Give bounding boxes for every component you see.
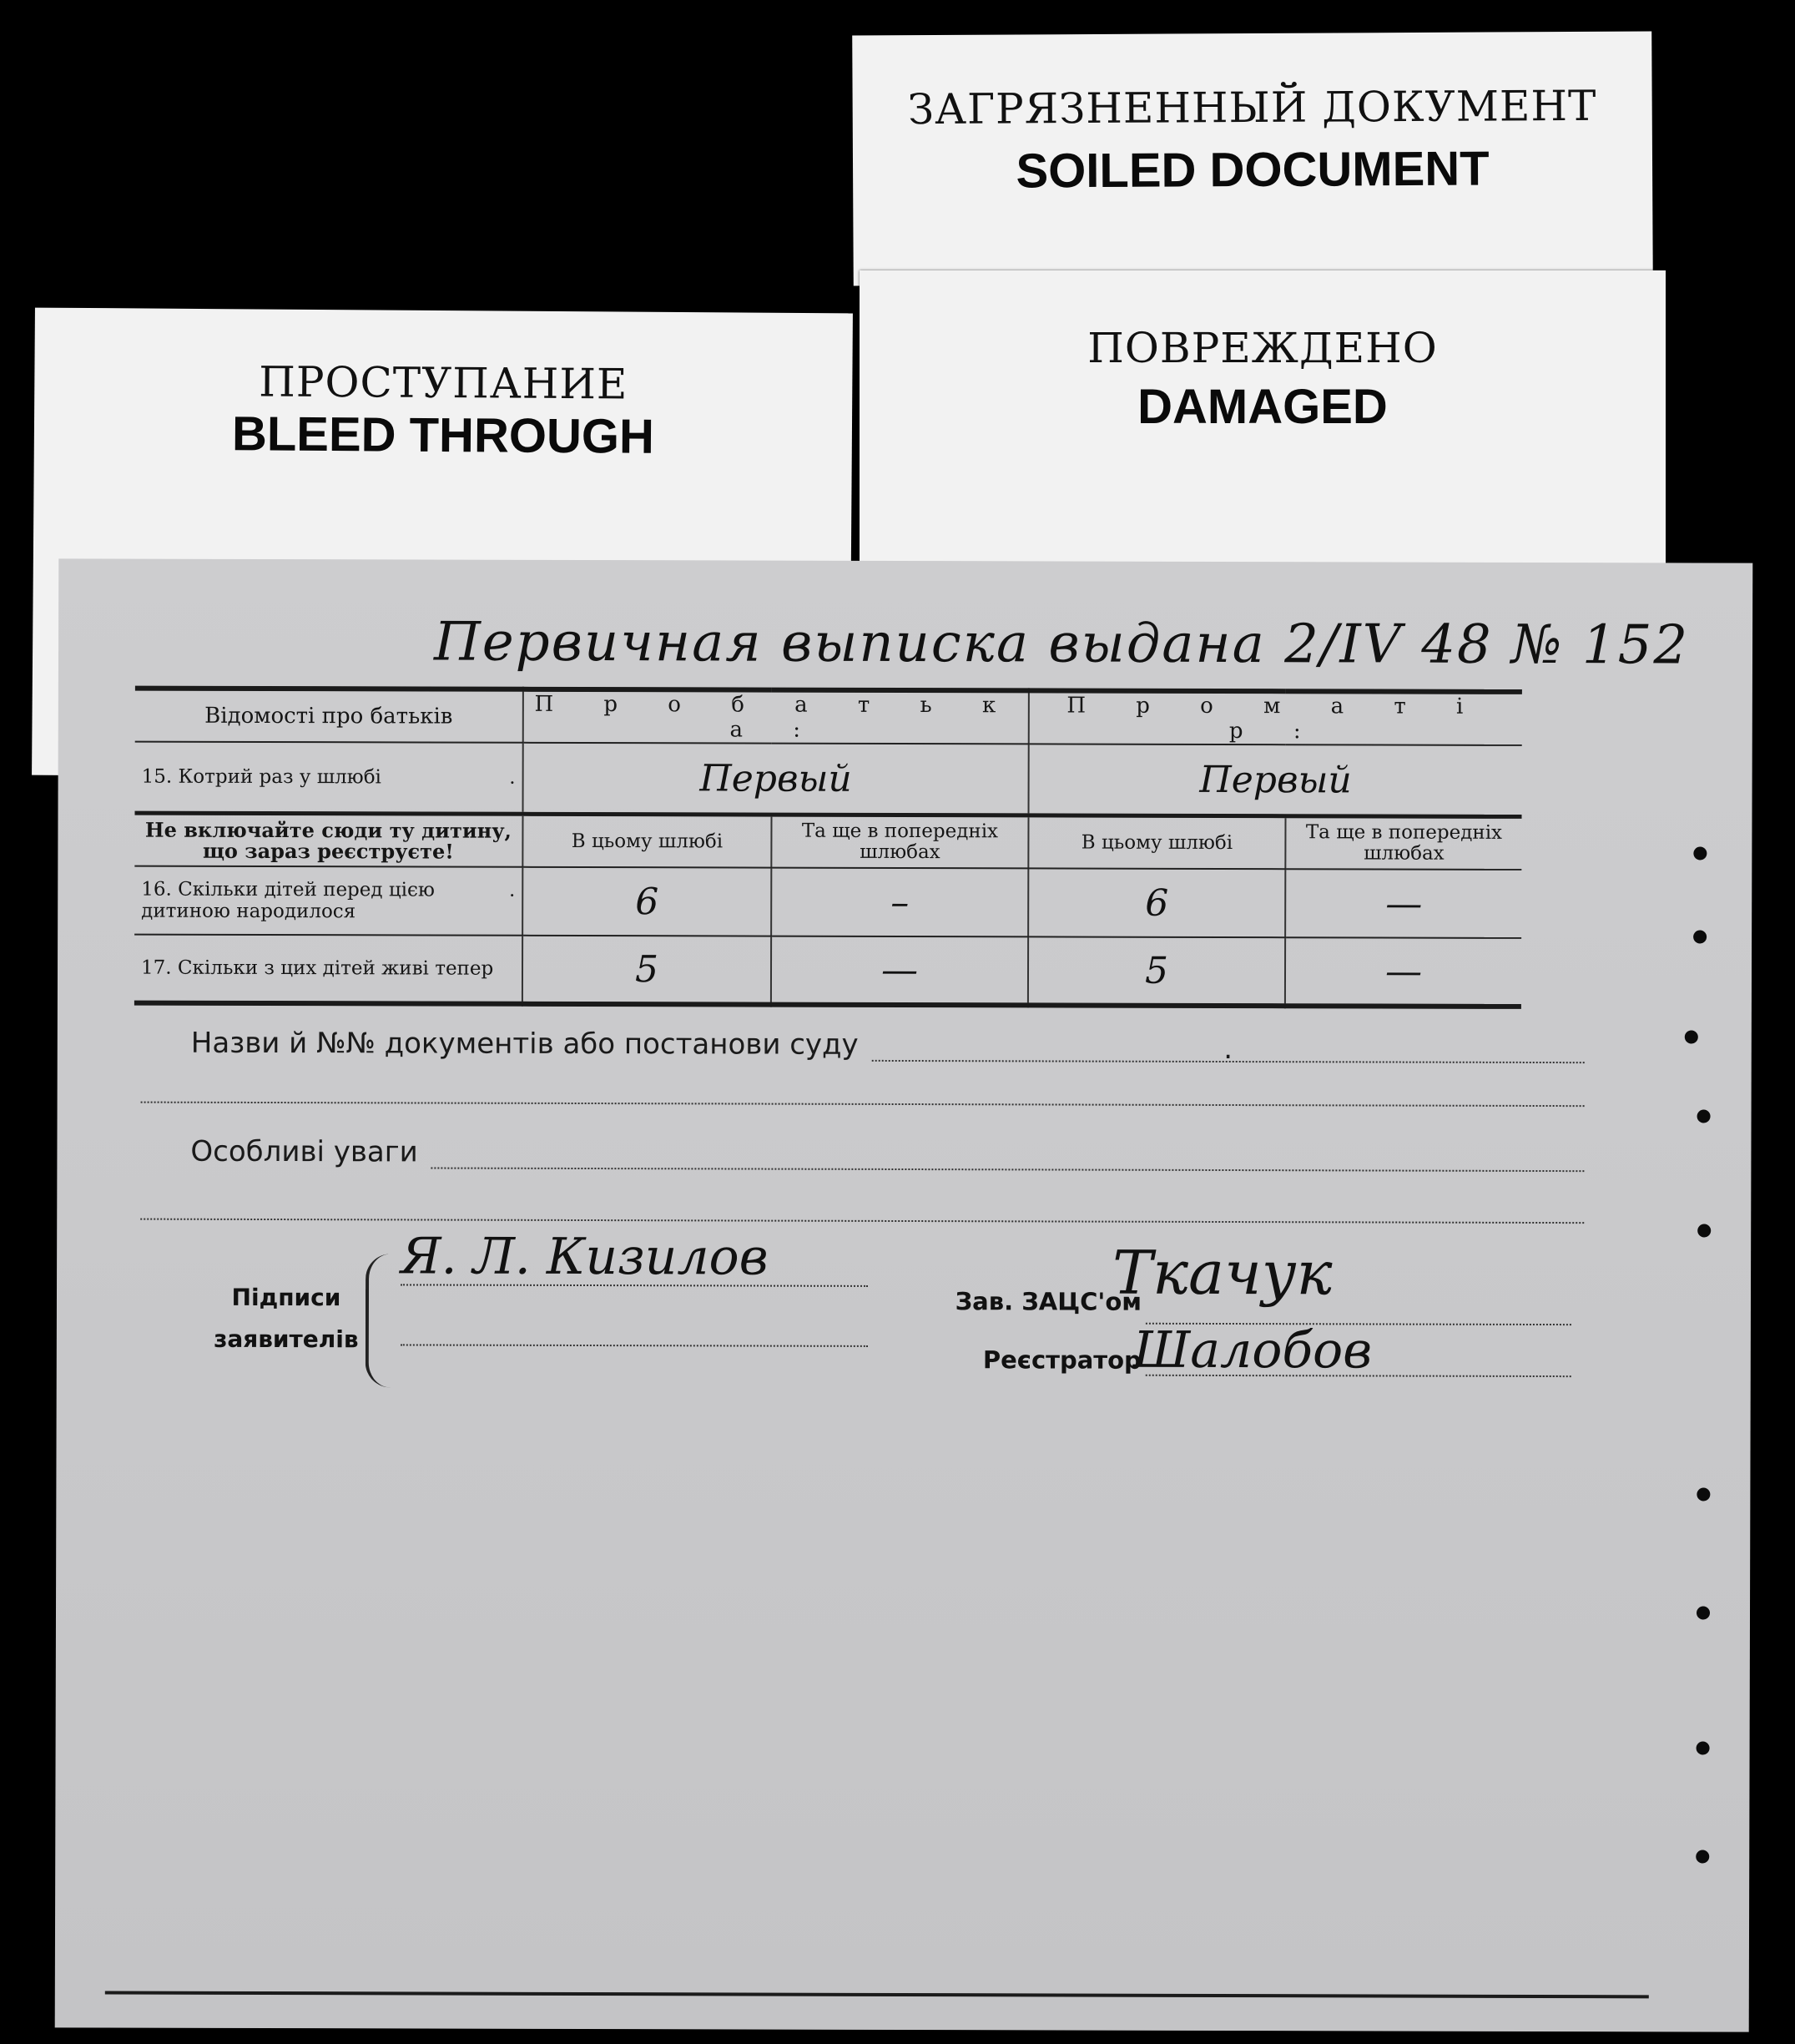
row17-mother-this-cell bbox=[1028, 936, 1285, 1006]
row15-label-cell bbox=[135, 742, 523, 815]
documents-continuation-line bbox=[141, 1102, 1585, 1108]
head-of-registry-signature: Ткачук bbox=[1112, 1237, 1333, 1309]
row16-mother-this: 6 bbox=[1145, 881, 1169, 925]
row16-father-prev: – bbox=[890, 881, 910, 924]
header-father: П р о б а т ь к а : bbox=[523, 689, 1029, 744]
row15-label: 15. Котрий раз у шлюбі bbox=[141, 765, 381, 789]
punch-hole bbox=[1697, 1487, 1710, 1501]
registrar-signature: Шалобов bbox=[1132, 1320, 1373, 1380]
father-this-marriage-header: В цьому шлюбі bbox=[522, 814, 771, 867]
row16-label-cell bbox=[134, 866, 522, 936]
soiled-notice-ru: ЗАГРЯЗНЕННЫЙ ДОКУМЕНТ bbox=[907, 81, 1597, 134]
applicant-signature-line-2 bbox=[401, 1344, 868, 1346]
punch-hole bbox=[1697, 1606, 1710, 1619]
damaged-notice bbox=[860, 270, 1666, 571]
row16-father-prev-cell bbox=[771, 868, 1028, 937]
punch-hole bbox=[1693, 930, 1707, 943]
row16-dots: . bbox=[508, 879, 516, 901]
registrar-label: Реєстратор bbox=[982, 1345, 1142, 1375]
punch-hole bbox=[1685, 1030, 1698, 1043]
punch-hole bbox=[1697, 1109, 1711, 1123]
handwritten-issue-note: Первичная выписка выдана 2/IV 48 № 152 bbox=[433, 611, 1690, 677]
damaged-notice-ru: ПОВРЕЖДЕНО bbox=[1087, 324, 1438, 372]
signature-brace bbox=[366, 1254, 394, 1387]
applicant-signature: Я. Л. Кизилов bbox=[401, 1227, 769, 1287]
documents-label: Назви й №№ документів або постанови суду bbox=[190, 1026, 859, 1062]
documents-line bbox=[190, 1026, 1585, 1067]
row17-mother-prev-cell bbox=[1285, 937, 1521, 1007]
damaged-notice-en: DAMAGED bbox=[1137, 380, 1388, 434]
applicant-signature-line-1 bbox=[401, 1284, 868, 1286]
header-parents-info: Відомості про батьків bbox=[135, 689, 523, 743]
row17-father-prev: — bbox=[880, 948, 919, 992]
registration-form-page bbox=[55, 558, 1753, 2031]
applicant-signatures-label: Підписи заявителів bbox=[214, 1283, 359, 1354]
row15-father-cell bbox=[523, 743, 1029, 815]
table-row-children-alive bbox=[134, 935, 1521, 1007]
documents-fill bbox=[872, 1032, 1585, 1067]
row17-mother-prev: — bbox=[1384, 950, 1423, 993]
header-mother: П р о м а т і р : bbox=[1029, 690, 1522, 745]
remarks-fill bbox=[431, 1144, 1585, 1173]
table-header-row bbox=[135, 689, 1522, 745]
soiled-notice-en: SOILED DOCUMENT bbox=[1016, 141, 1490, 199]
bleed-notice-en: BLEED THROUGH bbox=[231, 406, 655, 464]
exclude-child-note: Не включайте сюди ту дитину, що зараз реєструєте! bbox=[134, 813, 522, 867]
row16-father-this: 6 bbox=[635, 880, 659, 923]
row16-mother-prev: — bbox=[1385, 882, 1423, 926]
row16-label: 16. Скільки дітей перед цією дитиною народилося bbox=[141, 878, 435, 923]
remarks-label: Особливі уваги bbox=[190, 1134, 418, 1169]
row16-mother-prev-cell bbox=[1285, 869, 1521, 938]
row15-father-answer: Первый bbox=[699, 756, 852, 800]
punch-hole bbox=[1693, 846, 1707, 860]
bottom-rule bbox=[105, 1991, 1649, 1998]
remarks-line bbox=[190, 1135, 1584, 1172]
row17-label: 17. Скільки з цих дітей живі тепер bbox=[134, 935, 522, 1004]
remarks-continuation-line bbox=[140, 1219, 1584, 1224]
parents-info-table bbox=[134, 686, 1522, 1009]
row17-father-this-cell bbox=[522, 936, 771, 1005]
documents-dot: . bbox=[1223, 1032, 1233, 1067]
table-subheader-row bbox=[134, 813, 1521, 870]
father-prev-marriages-header: Та ще в попередніх шлюбах bbox=[771, 815, 1028, 868]
table-row-children-born bbox=[134, 866, 1521, 938]
row16-father-this-cell bbox=[522, 867, 771, 936]
punch-hole bbox=[1697, 1741, 1710, 1754]
mother-prev-marriages-header: Та ще в попередніх шлюбах bbox=[1285, 816, 1521, 870]
row15-dots: . bbox=[509, 766, 516, 789]
row17-mother-this: 5 bbox=[1144, 949, 1169, 992]
row17-father-this: 5 bbox=[634, 947, 659, 991]
row15-mother-answer: Первый bbox=[1199, 758, 1352, 801]
row15-mother-cell bbox=[1029, 744, 1522, 816]
head-of-registry-label: Зав. ЗАЦС'ом bbox=[955, 1287, 1142, 1316]
row16-mother-this-cell bbox=[1028, 868, 1285, 937]
soiled-document-notice bbox=[852, 31, 1653, 285]
row17-father-prev-cell bbox=[771, 936, 1028, 1006]
table-row-marriage-count bbox=[135, 742, 1522, 817]
punch-hole bbox=[1696, 1850, 1709, 1863]
mother-this-marriage-header: В цьому шлюбі bbox=[1028, 815, 1285, 869]
punch-hole bbox=[1697, 1224, 1711, 1237]
bleed-notice-ru: ПРОСТУПАНИЕ bbox=[259, 357, 628, 409]
